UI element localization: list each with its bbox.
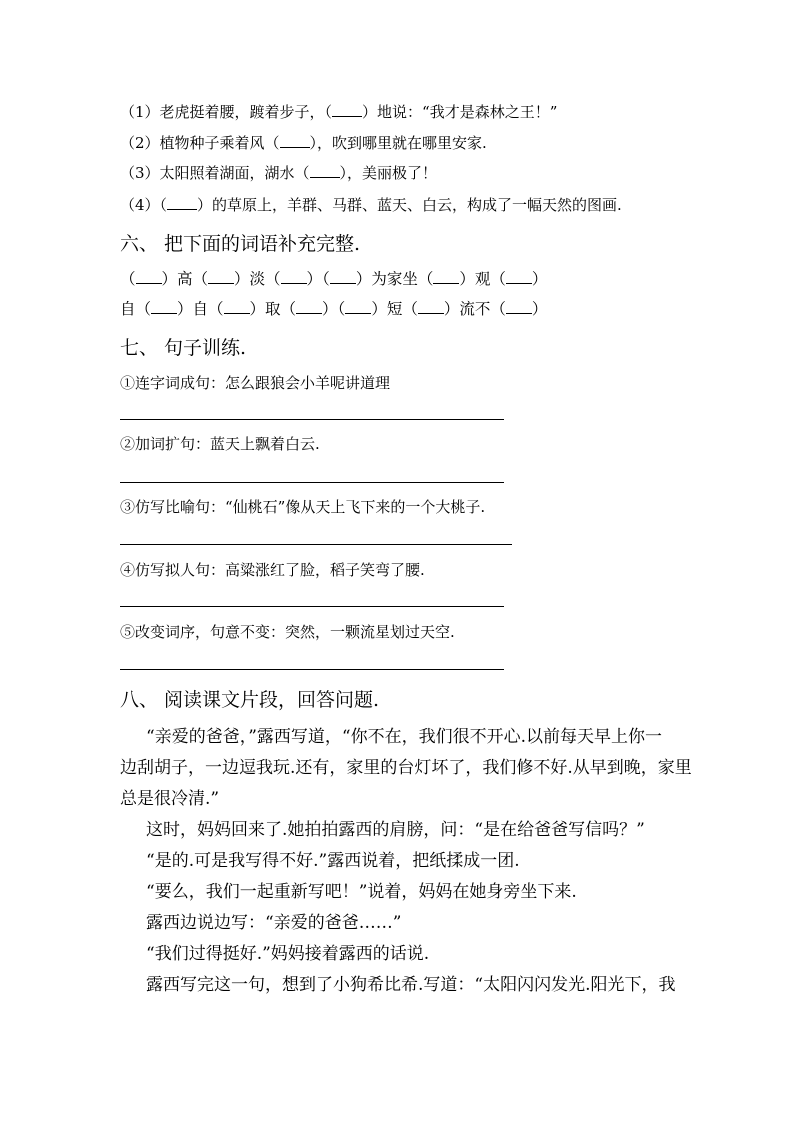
answer-blank[interactable] [280,133,310,148]
fill-in-question-2: （2）植物种子乘着风（ ），吹到哪里就在哪里安家. [120,134,487,152]
answer-line[interactable] [120,669,504,670]
idiom-row-1: （ ）高（ ）淡（ ）（ ）为家坐（ ）观（ ） [120,270,548,288]
answer-line[interactable] [120,606,504,607]
answer-blank[interactable] [332,102,362,117]
idiom-blank[interactable] [151,299,177,314]
sentence-task-1: ①连字词成句：怎么跟狼会小羊呢讲道理 [120,374,391,392]
section-seven-title: 七、 句子训练. [120,337,247,359]
idiom-row-2: 自（ ）自（ ）取（ ）（ ）短（ ）流不（ ） [120,300,548,318]
idiom-blank[interactable] [506,299,532,314]
reading-line: 这时，妈妈回来了.她拍拍露西的肩膀，问：“是在给爸爸写信吗？” [146,820,645,840]
reading-line: 总是很冷清.” [120,789,220,809]
idiom-blank[interactable] [345,299,371,314]
reading-line: 露西边说边写：“亲爱的爸爸……” [146,913,402,933]
reading-line: “要么，我们一起重新写吧！”说着，妈妈在她身旁坐下来. [146,882,577,902]
fill-in-question-1: （1）老虎挺着腰，踱着步子，（ ）地说：“我才是森林之王！” [120,103,558,121]
idiom-blank[interactable] [281,269,307,284]
idiom-blank[interactable] [433,269,459,284]
idiom-blank[interactable] [506,269,532,284]
idiom-blank[interactable] [208,269,234,284]
reading-line: 边刮胡子，一边逗我玩.还有，家里的台灯坏了，我们修不好.从早到晚，家里 [120,758,692,778]
section-six-title: 六、 把下面的词语补充完整. [120,233,361,255]
reading-line: “是的.可是我写得不好.”露西说着，把纸揉成一团. [146,851,520,871]
idiom-blank[interactable] [224,299,250,314]
section-eight-title: 八、 阅读课文片段，回答问题. [120,689,380,711]
sentence-task-4: ④仿写拟人句：高粱涨红了脸，稻子笑弯了腰. [120,561,425,579]
idiom-blank[interactable] [418,299,444,314]
fill-in-question-4: （4）（ ）的草原上，羊群、马群、蓝天、白云，构成了一幅天然的图画. [120,196,622,214]
answer-line[interactable] [120,419,504,420]
idiom-blank[interactable] [296,299,322,314]
sentence-task-5: ⑤改变词序，句意不变：突然，一颗流星划过天空. [120,623,455,641]
answer-line[interactable] [120,544,512,545]
sentence-task-3: ③仿写比喻句：“仙桃石”像从天上飞下来的一个大桃子. [120,498,486,516]
reading-line: “我们过得挺好.”妈妈接着露西的话说. [146,944,430,964]
answer-blank[interactable] [310,163,340,178]
answer-line[interactable] [120,482,504,483]
fill-in-question-3: （3）太阳照着湖面，湖水（ ），美丽极了！ [120,164,438,182]
idiom-blank[interactable] [136,269,162,284]
reading-line: “亲爱的爸爸，”露西写道，“你不在，我们很不开心.以前每天早上你一 [146,727,662,747]
idiom-blank[interactable] [330,269,356,284]
reading-line: 露西写完这一句，想到了小狗希比希.写道：“太阳闪闪发光.阳光下，我 [146,975,676,995]
sentence-task-2: ②加词扩句：蓝天上飘着白云. [120,435,320,453]
answer-blank[interactable] [167,195,197,210]
